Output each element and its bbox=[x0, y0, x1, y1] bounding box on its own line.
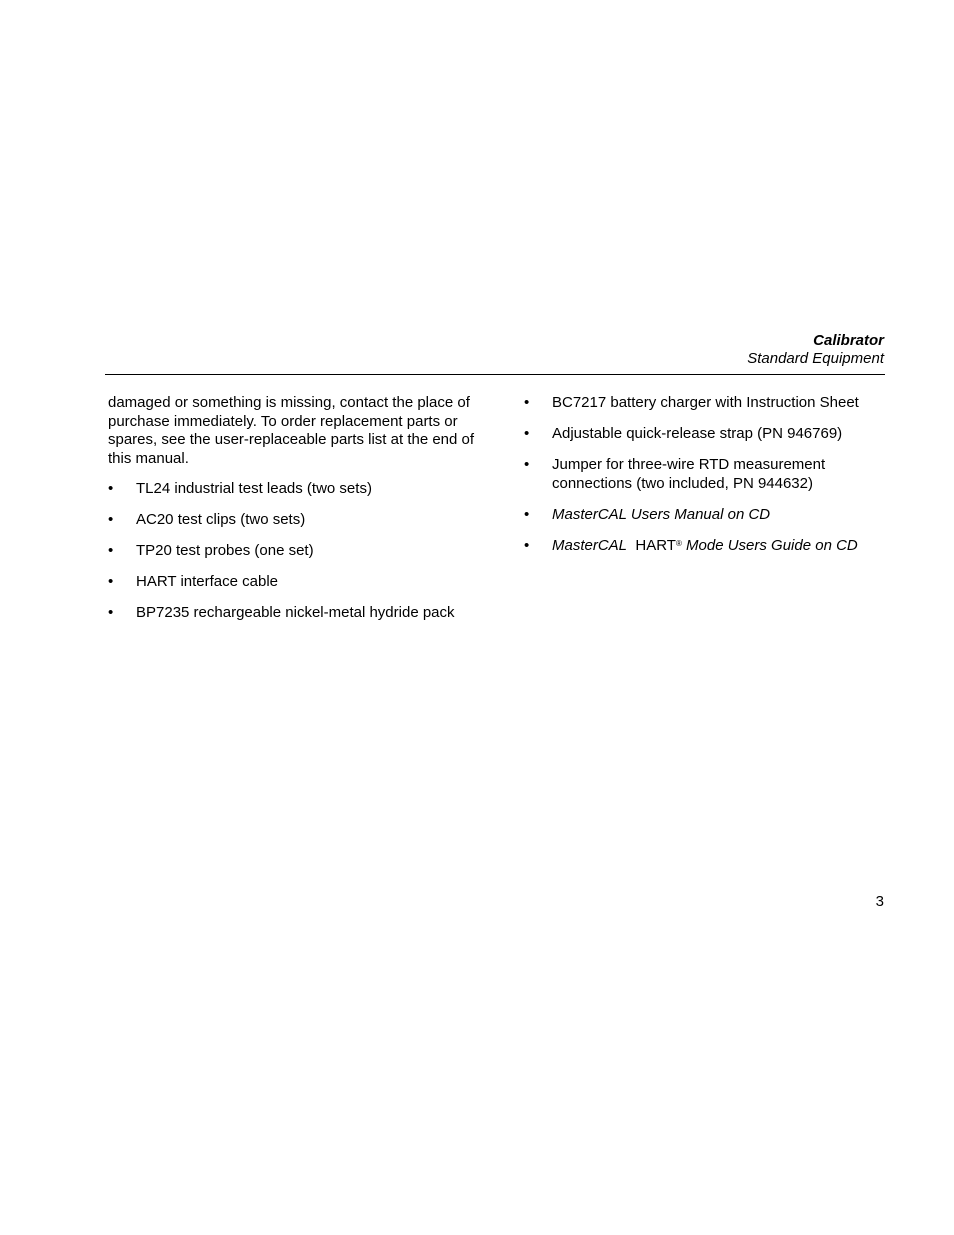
list-item-text: Jumper for three-wire RTD measurement connections (two included, PN 944632) bbox=[552, 456, 826, 492]
header-rule bbox=[105, 374, 885, 375]
list-item-text: Adjustable quick-release strap (PN 946769) bbox=[552, 425, 843, 442]
list-item bbox=[108, 573, 478, 592]
bullet: • bbox=[108, 511, 114, 528]
list-item bbox=[524, 506, 886, 525]
list-item bbox=[524, 456, 886, 493]
bullet: • bbox=[524, 456, 530, 473]
list-item bbox=[524, 537, 886, 556]
list-item bbox=[108, 604, 478, 623]
bullet: • bbox=[108, 542, 114, 559]
bullet: • bbox=[524, 505, 530, 523]
list-item-text: AC20 test clips (two sets) bbox=[136, 511, 306, 528]
list-item-text: TL24 industrial test leads (two sets) bbox=[136, 480, 372, 497]
list-item-text-product: MasterCAL bbox=[552, 536, 628, 554]
bullet: • bbox=[108, 604, 114, 621]
list-item bbox=[524, 394, 886, 413]
intro-paragraph: damaged or something is missing, contact the place of purchase immediately. To order replacement parts or spares, see the user-replaceable parts list at the end of this manual. bbox=[108, 394, 475, 467]
page-number: 3 bbox=[875, 893, 884, 910]
list-item bbox=[108, 511, 478, 530]
list-item-text: BC7217 battery charger with Instruction Sheet bbox=[552, 394, 859, 411]
right-column bbox=[524, 394, 886, 568]
bullet: • bbox=[524, 394, 530, 411]
bullet: • bbox=[524, 536, 530, 554]
list-item-text: TP20 test probes (one set) bbox=[136, 542, 314, 559]
registered-mark: ® bbox=[675, 538, 682, 548]
header-subtitle: Standard Equipment bbox=[747, 350, 884, 367]
list-item bbox=[108, 480, 478, 499]
header-title: Calibrator bbox=[813, 332, 884, 349]
list-item bbox=[524, 425, 886, 444]
list-item-text-hart: HART bbox=[635, 536, 676, 554]
equipment-list-left bbox=[108, 480, 478, 623]
bullet: • bbox=[108, 573, 114, 590]
list-item-text-guide: Mode Users Guide on CD bbox=[686, 536, 858, 554]
bullet: • bbox=[524, 425, 530, 442]
left-column bbox=[108, 394, 478, 635]
list-item-text: BP7235 rechargeable nickel-metal hydride pack bbox=[136, 604, 455, 621]
running-header bbox=[747, 332, 884, 368]
list-item bbox=[108, 542, 478, 561]
list-item-text: HART interface cable bbox=[136, 573, 279, 590]
list-item-text: MasterCAL Users Manual on CD bbox=[552, 505, 771, 523]
equipment-list-right bbox=[524, 394, 886, 555]
bullet: • bbox=[108, 480, 114, 497]
